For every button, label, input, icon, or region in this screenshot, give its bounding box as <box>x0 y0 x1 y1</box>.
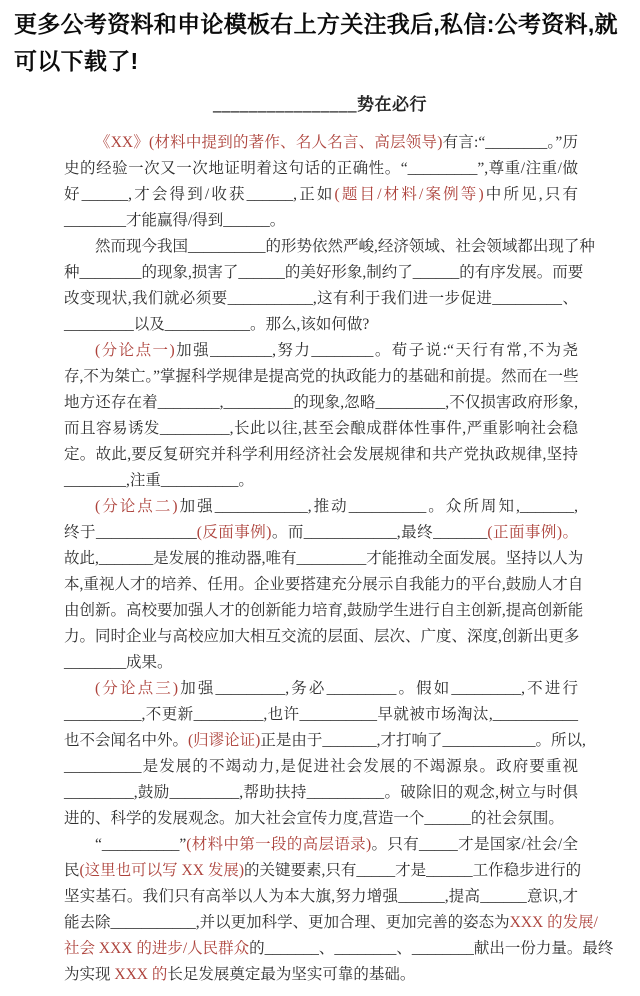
paragraph <box>64 494 584 676</box>
text-line <box>64 338 578 364</box>
template-body-text: 正是由于_______,才打响了____________。所以, <box>260 732 586 749</box>
template-body-text: _________以及___________。那么,该如何做? <box>64 316 370 333</box>
template-body-text: ________,注重__________。 <box>64 472 254 489</box>
template-body-text: 长足发展奠定最为坚实可靠的基础。 <box>167 966 416 983</box>
template-body-text: 的关键要素,只有_____才是______工作稳步进行的 <box>243 862 582 879</box>
text-line <box>64 780 578 806</box>
template-body-text: 加强____________,推动__________。众所周知,_______, <box>177 498 578 515</box>
template-hint-red-text: 社会 XXX 的进步/人民群众 <box>64 940 250 957</box>
template-hint-red-text: (分论点一) <box>95 342 175 359</box>
text-line <box>64 494 578 520</box>
template-body-text: __________是发展的不竭动力,是促进社会发展的不竭源泉。政府要重视 <box>64 758 578 775</box>
template-body-text: _________,鼓励_________,帮助扶持__________。破除旧的观念,树立与时俱 <box>64 784 578 801</box>
template-body-text: 本,重视人才的培养、任用。企业要搭建充分展示自我能力的平台,鼓励人才自 <box>64 576 584 593</box>
template-body-text: 加强________,努力________。荀子说:“天行有常,不为尧 <box>174 342 579 359</box>
template-body-text: 。而____________,最终_______ <box>271 524 488 541</box>
text-line <box>64 390 578 416</box>
essay-body <box>64 130 614 988</box>
template-body-text: “__________” <box>95 836 187 853</box>
text-line <box>64 260 584 286</box>
paragraph <box>64 832 614 988</box>
text-line <box>64 884 578 910</box>
text-line <box>64 754 578 780</box>
template-body-text: 为实现 <box>64 966 111 983</box>
template-body-text: 的_______、________、________献出一份力量。最终 <box>249 940 614 957</box>
paragraph <box>64 234 595 338</box>
text-line <box>64 234 595 260</box>
template-body-text: ________成果。 <box>64 654 173 671</box>
text-line <box>64 520 578 546</box>
template-body-text: 终于_____________ <box>64 524 197 541</box>
template-hint-red-text: (反面事例) <box>196 524 272 541</box>
text-line <box>64 624 578 650</box>
template-hint-red-text: (材料中第一段的高层语录) <box>186 836 372 853</box>
title-text: 势在必行 <box>357 95 427 114</box>
text-line <box>64 832 578 858</box>
text-line <box>64 598 584 624</box>
text-line <box>64 468 578 494</box>
template-body-text: 有言:“________。”历 <box>442 134 578 151</box>
text-line <box>64 728 586 754</box>
template-hint-red-text: (分论点二) <box>95 498 178 515</box>
text-line <box>64 572 584 598</box>
template-hint-red-text: (正面事例)。 <box>487 524 578 541</box>
text-line <box>64 130 578 156</box>
template-hint-red-text: (题目/材料/案例等) <box>334 186 484 203</box>
template-body-text: 史的经验一次又一次地证明着这句话的正确性。“_________”,尊重/注重/做 <box>64 160 578 177</box>
template-hint-red-text: XXX 的发展/ <box>509 914 598 931</box>
template-body-text: 由创新。高校要加强人才的创新能力培育,鼓励学生进行自主创新,提高创新能 <box>64 602 584 619</box>
text-line <box>64 936 614 962</box>
template-body-text: 而且容易诱发_________,长此以往,甚至会酿成群体性事件,严重影响社会稳 <box>64 420 578 437</box>
text-line <box>64 286 578 312</box>
template-body-text: __________,不更新_________,也许__________早就被市场淘汰,___________ <box>64 706 578 723</box>
text-line <box>64 442 578 468</box>
promo-header: 更多公考资料和申论模板右上方关注我后,私信:公考资料,就可以下载了! <box>14 11 618 74</box>
text-line <box>64 806 578 832</box>
text-line <box>64 156 578 182</box>
paragraph <box>64 338 578 494</box>
text-line <box>64 676 578 702</box>
template-body-text: 坚实基石。我们只有高举以人为本大旗,努力增强______,提高______意识,才 <box>64 888 578 905</box>
text-line <box>64 650 578 676</box>
template-hint-red-text: 《XX》(材料中提到的著作、名人名言、高层领导) <box>95 134 443 151</box>
text-line <box>64 702 578 728</box>
template-body-text: 好______,才会得到/收获______,正如 <box>64 186 335 203</box>
template-body-text: 种________的现象,损害了______的美好形象,制约了______的有序发展。而要 <box>64 264 584 281</box>
template-hint-red-text: (归谬论证) <box>188 732 261 749</box>
template-hint-red-text: (分论点三) <box>95 680 179 697</box>
template-body-text: 然而现今我国__________的形势依然严峻,经济领域、社会领域都出现了种 <box>95 238 595 255</box>
text-line <box>64 858 582 884</box>
text-line <box>64 416 578 442</box>
template-body-text: 进的、科学的发展观念。加大社会宣传力度,营造一个______的社会氛围。 <box>64 810 564 827</box>
text-line <box>64 910 598 936</box>
template-body-text: 故此,_______是发展的推动器,唯有_________才能推动全面发展。坚持以人为 <box>64 550 584 567</box>
template-body-text: 改变现状,我们就必须要___________,这有利于我们进一步促进_________、 <box>64 290 578 307</box>
template-body-text: 定。故此,要反复研究并科学利用经济社会发展规律和共产党执政规律,坚持 <box>64 446 578 463</box>
template-body-text: 民 <box>64 862 80 879</box>
text-line <box>64 546 584 572</box>
text-line <box>64 312 578 338</box>
text-line <box>64 364 578 390</box>
text-line <box>64 182 578 208</box>
template-body-text: ________才能赢得/得到______。 <box>64 212 286 229</box>
template-hint-red-text: (这里也可以写 XX 发展) <box>79 862 244 879</box>
template-body-text: 。只有_____才是国家/社会/全 <box>371 836 578 853</box>
template-body-text: 地方还存在着________,_________的现象,忽略_________,不仅损害政府形象, <box>64 394 578 411</box>
template-hint-red-text: XXX 的 <box>110 966 168 983</box>
template-body-text: 也不会闻名中外。 <box>64 732 189 749</box>
template-body-text: 中所见,只有 <box>483 186 579 203</box>
paragraph <box>64 676 586 832</box>
template-body-text: 力。同时企业与高校应加大相互交流的层面、层次、广度、深度,创新出更多 <box>64 628 580 645</box>
paragraph <box>64 130 578 234</box>
template-body-text: 存,不为桀亡。”掌握科学规律是提高党的执政能力的基础和前提。然而在一些 <box>64 368 579 385</box>
template-body-text: 能去除___________,并以更加科学、更加合理、更加完善的姿态为 <box>64 914 510 931</box>
template-body-text: 加强_________,务必_________。假如_________,不进行 <box>178 680 578 697</box>
essay-title <box>0 90 640 115</box>
text-line <box>64 962 578 988</box>
text-line <box>64 208 578 234</box>
title-blank: ________________ <box>213 95 357 114</box>
